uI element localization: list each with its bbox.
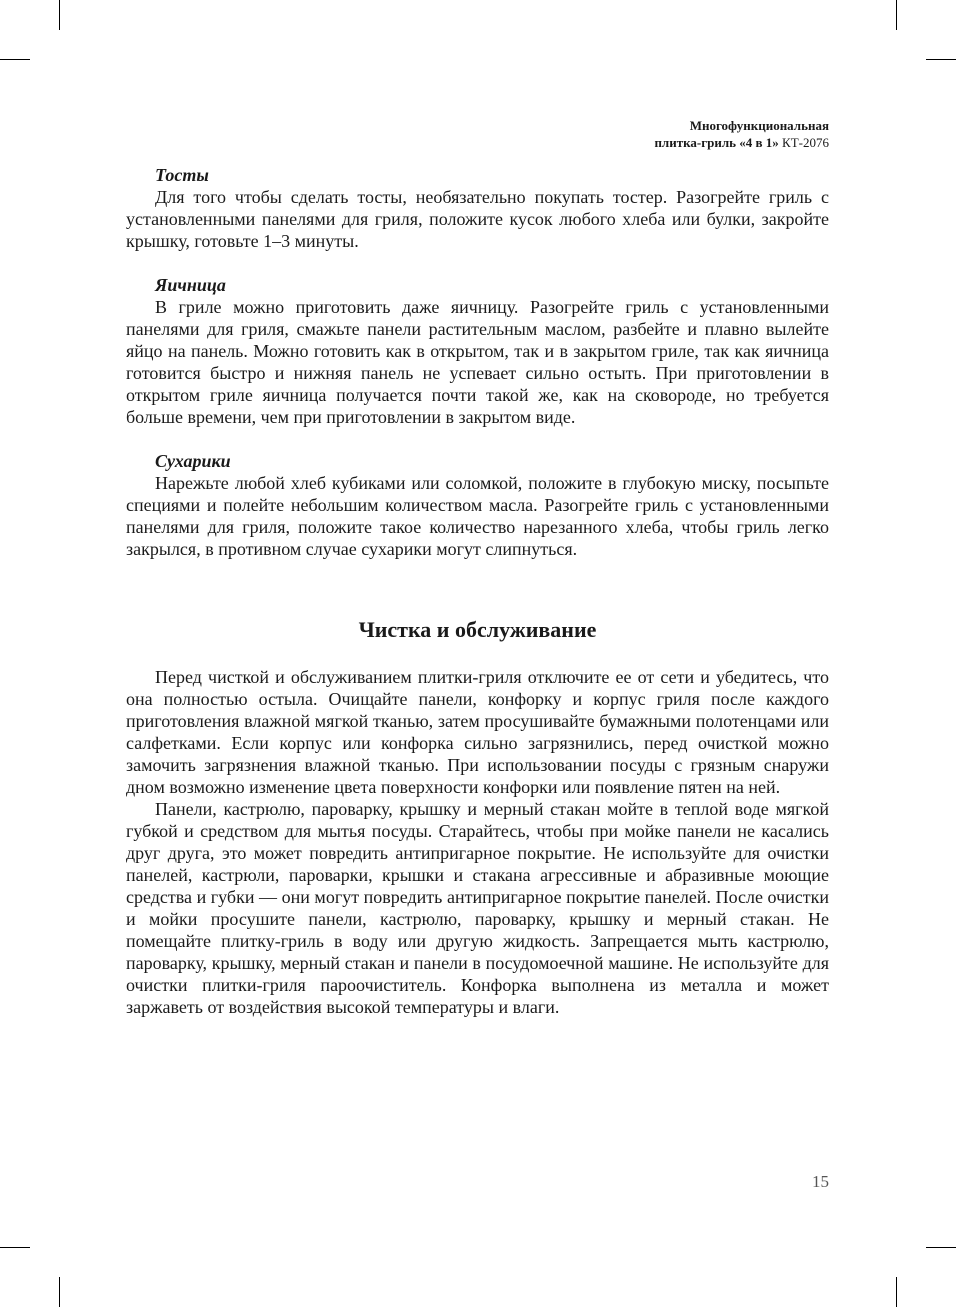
crop-mark — [0, 1247, 30, 1248]
page-content — [126, 164, 829, 1018]
paragraph-cleaning-2: Панели, кастрюлю, пароварку, крышку и мерный стакан мойте в теплой воде мягкой губкой и средством для мытья посуды. Старайтесь, чтобы при мойке панели не касались друг друга, это может повредить антипригарное покрытие. Не используйте для очистки панелей, кастрюли, пароварки, крышки и стакана агрессивные и абразивные моющие средства и губки — они могут повредить антипригарное покрытие панелей. После очистки и мойки просушите панели, кастрюлю, пароварку, крышку и мерный стакан. Не помещайте плитку-гриль в воду или другую жидкость. Запрещается мыть кастрюлю, пароварку, крышку, мерный стакан и панели в посудомоечной машине. Не используйте для очистки плитки-гриля пароочиститель. Конфорка выполнена из металла и может заржаветь от воздействия высокой температуры и влаги. — [126, 799, 829, 1017]
crop-mark — [926, 1247, 956, 1248]
paragraph-cleaning-1: Перед чисткой и обслуживанием плитки-гриля отключите ее от сети и убедитесь, что она полностью остыла. Очищайте панели, конфорку и корпус гриля после каждого приготовления влажной мягкой тканью, затем просушивайте бумажными полотенцами или салфетками. Если корпус или конфорка сильно загрязнились, перед очисткой можно замочить загрязнения влажной тканью. При использовании посуды с грязным снаружи дном возможно изменение цвета поверхности конфорки или появление пятен на ней. — [126, 667, 829, 797]
subheading-croutons: Сухарики — [155, 451, 231, 471]
page-number: 15 — [812, 1172, 829, 1191]
running-header — [654, 117, 829, 151]
section-title-cleaning: Чистка и обслуживание — [358, 617, 597, 642]
header-model: КТ-2076 — [782, 135, 829, 150]
paragraph-croutons: Нарежьте любой хлеб кубиками или соломкой, положите в глубокую миску, посыпьте специями и полейте небольшим количеством масла. Разогрейте гриль с установленными панелями для гриля, положите такое количество нарезанного хлеба, чтобы гриль легко закрылся, в противном случае сухарики могут слипнуться. — [126, 473, 829, 559]
header-product: плитка-гриль «4 в 1» — [654, 135, 779, 150]
header-subtitle — [654, 134, 829, 151]
crop-mark — [59, 0, 60, 30]
crop-mark — [0, 59, 30, 60]
crop-mark — [59, 1277, 60, 1307]
crop-mark — [926, 59, 956, 60]
paragraph-toasts: Для того чтобы сделать тосты, необязательно покупать тостер. Разогрейте гриль с установленными панелями для гриля, положите кусок любого хлеба или булки, закройте крышку, готовьте 1–3 минуты. — [126, 187, 829, 251]
crop-mark — [896, 1277, 897, 1307]
paragraph-omelet: В гриле можно приготовить даже яичницу. Разогрейте гриль с установленными панелями для гриля, смажьте панели растительным маслом, разбейте и плавно вылейте яйцо на панель. Можно готовить как в открытом, так и в закрытом гриле, так как яичница готовится быстро и нижняя панель не успевает сильно остыть. При приготовлении в открытом гриле яичница получается почти такой же, как на сковороде, но требуется больше времени, чем при приготовлении в закрытом виде. — [126, 297, 829, 427]
header-title: Многофункциональная — [689, 118, 829, 133]
subheading-omelet: Яичница — [155, 275, 226, 295]
subheading-toasts: Тосты — [155, 165, 209, 185]
crop-mark — [896, 0, 897, 30]
